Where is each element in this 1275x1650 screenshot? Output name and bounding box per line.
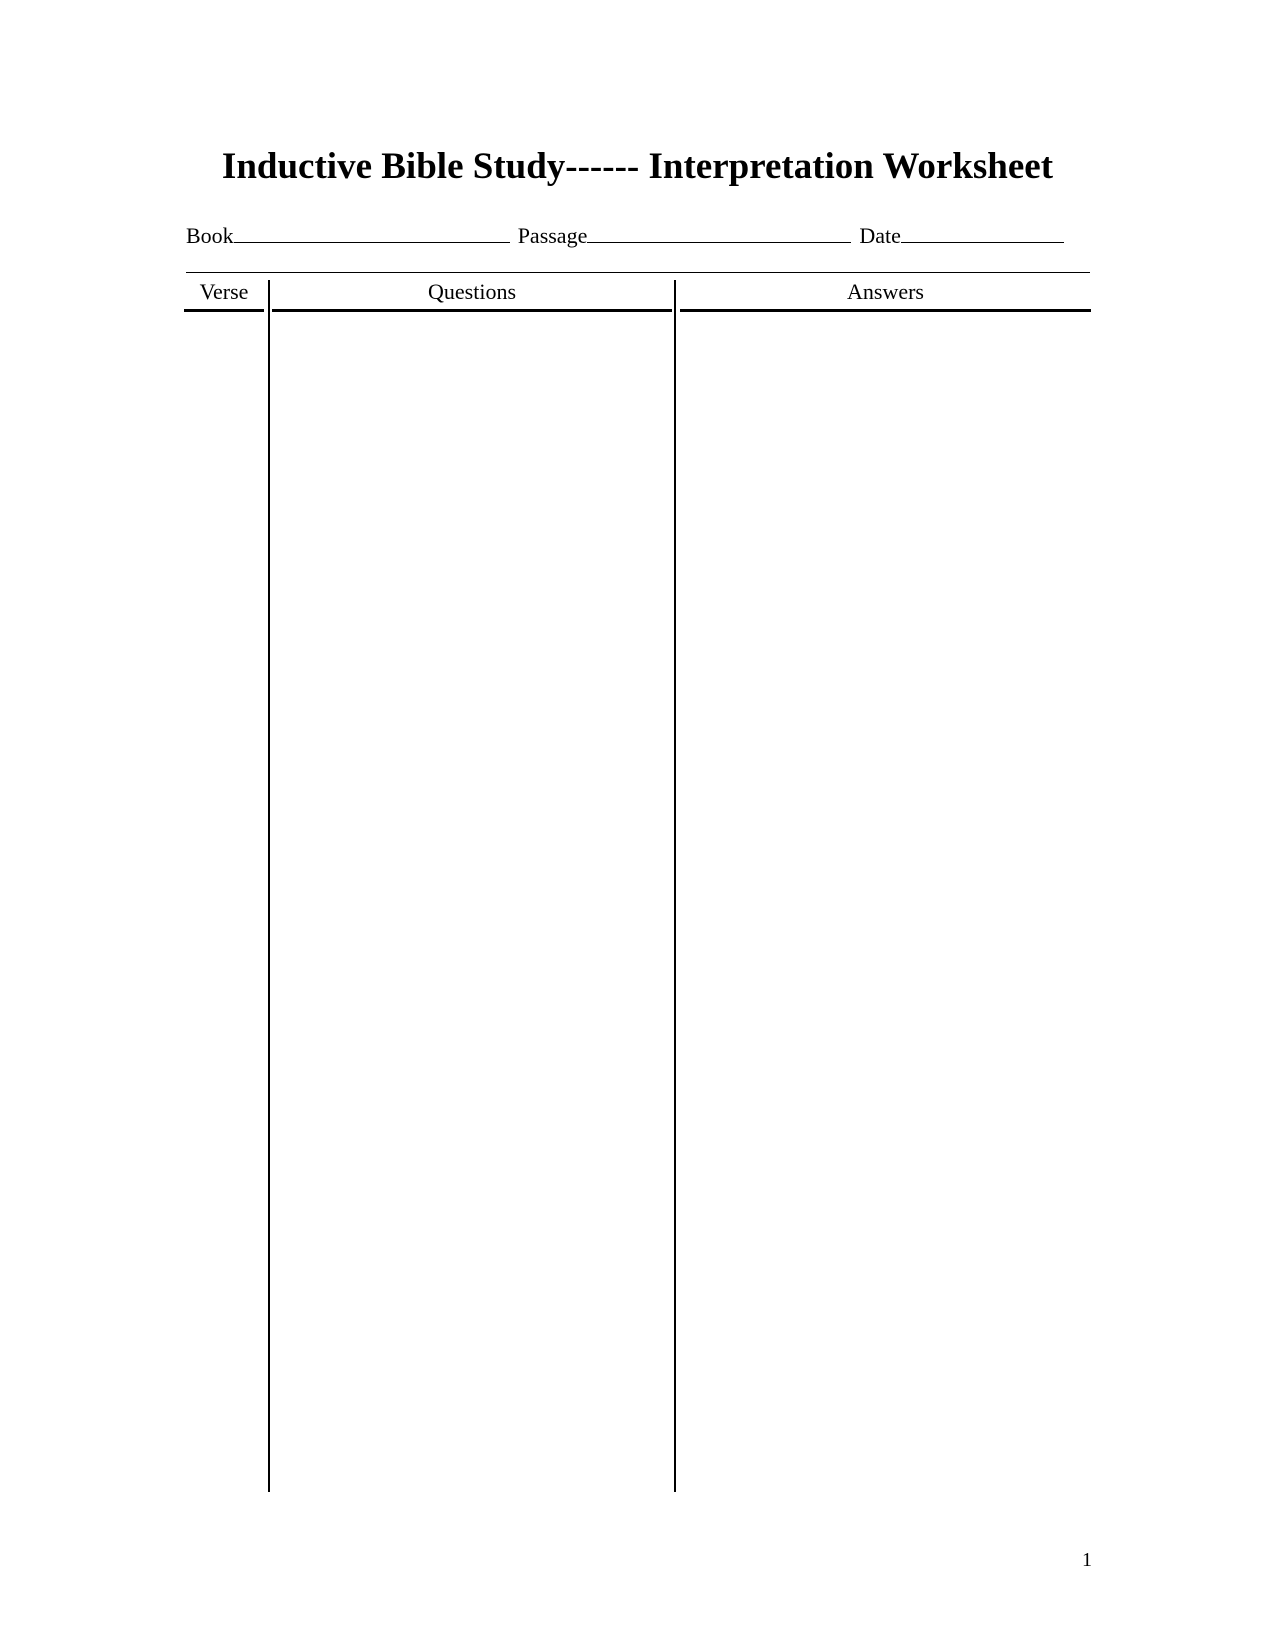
- column-header-verse: Verse: [199, 279, 249, 304]
- column-header-answers: Answers: [847, 279, 924, 304]
- book-field[interactable]: [234, 224, 510, 243]
- header-fields: [186, 222, 1064, 250]
- page-number: 1: [1082, 1549, 1092, 1571]
- column-divider-verse-questions: [268, 280, 270, 1492]
- book-label: Book: [186, 223, 234, 248]
- date-label: Date: [859, 223, 901, 248]
- passage-label: Passage: [517, 223, 588, 248]
- questions-writing-area[interactable]: [272, 316, 670, 1486]
- column-divider-questions-answers: [674, 280, 676, 1492]
- answers-writing-area[interactable]: [680, 316, 1091, 1486]
- date-field[interactable]: [901, 224, 1064, 243]
- column-underline-verse: [184, 309, 264, 312]
- column-underline-questions: [272, 309, 672, 312]
- column-header-questions: Questions: [428, 279, 516, 304]
- header-divider-line: [186, 272, 1090, 273]
- verse-writing-area[interactable]: [184, 316, 266, 1486]
- page-title: Inductive Bible Study------ Interpretation Worksheet: [221, 146, 1054, 187]
- column-underline-answers: [680, 309, 1091, 312]
- passage-field[interactable]: [587, 224, 851, 243]
